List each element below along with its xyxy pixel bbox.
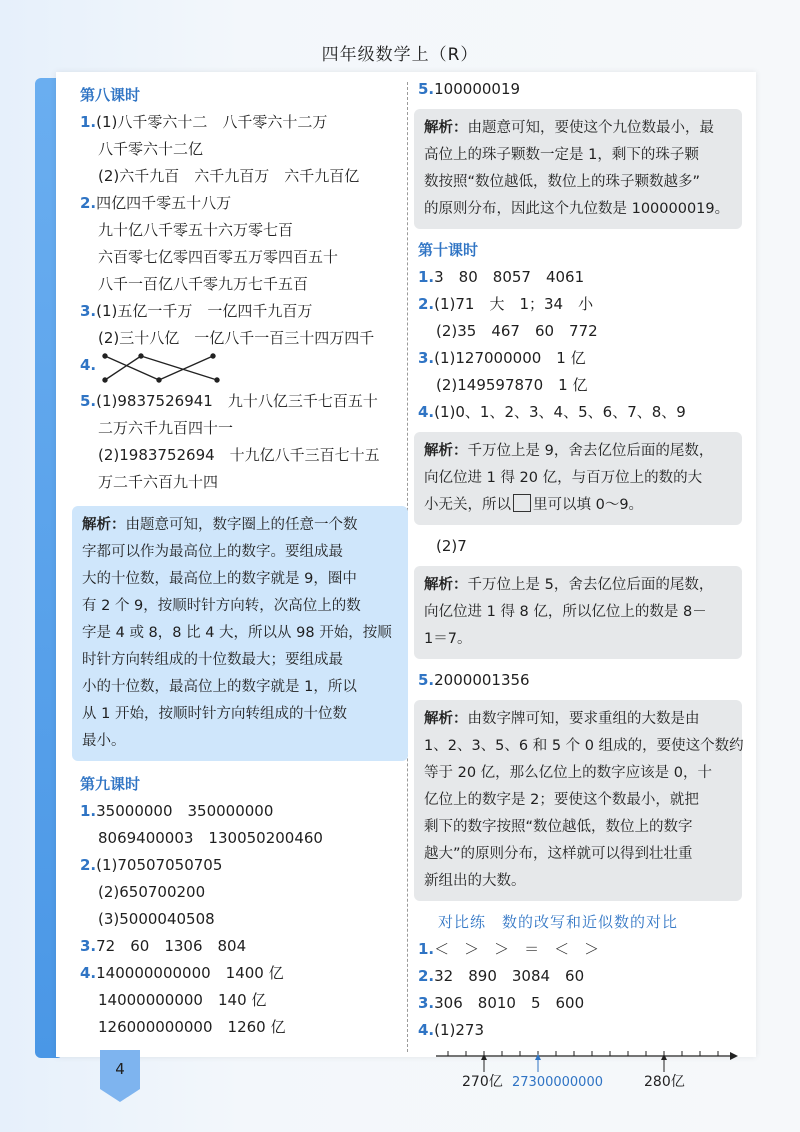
answer-text: (1)八千零六十二 八千零六十二万 <box>96 113 328 131</box>
analysis-text: 最小。 <box>82 733 126 749</box>
analysis-text: 由题意可知，数字圈上的任意一个数 <box>125 517 358 533</box>
matching-lines-diagram <box>101 350 221 384</box>
section-title-lesson-9: 第九课时 <box>80 775 141 793</box>
number-line-label-270: 270亿 <box>462 1074 503 1090</box>
analysis-box <box>414 109 742 229</box>
number-line-label-value: 27300000000 <box>512 1075 603 1090</box>
answer-text: 8069400003 130050200460 <box>98 829 323 847</box>
analysis-text: 里可以填 0～9。 <box>533 497 644 513</box>
answer-q2 <box>80 852 400 879</box>
answer-text: 万二千六百九十四 <box>98 473 219 491</box>
answer-q3 <box>80 298 400 325</box>
analysis-label: 解析： <box>82 517 126 533</box>
analysis-text: 向亿位进 1 得 8 亿，所以亿位上的数是 8－ <box>424 604 707 620</box>
analysis-label: 解析： <box>424 577 468 593</box>
answer-text: 140000000000 1400 亿 <box>96 964 284 982</box>
analysis-text: 等于 20 亿，那么亿位上的数字应该是 0，十 <box>424 765 713 781</box>
question-number: 3. <box>418 994 435 1012</box>
question-number: 5. <box>80 392 97 410</box>
analysis-text: 字都可以作为最高位上的数字。要组成最 <box>82 544 343 560</box>
question-number: 2. <box>80 856 97 874</box>
analysis-text: 越大”的原则分布，这样就可以得到壮壮重 <box>424 846 693 862</box>
answer-text: (2)149597870 1 亿 <box>436 376 588 394</box>
question-number: 2. <box>418 295 435 313</box>
question-number: 2. <box>418 967 435 985</box>
answer-text: (1)0、1、2、3、4、5、6、7、8、9 <box>434 403 686 421</box>
answer-text: ＜ ＞ ＞ ＝ ＜ ＞ <box>434 940 600 958</box>
question-number: 1. <box>418 268 435 286</box>
blank-box-icon <box>513 494 531 512</box>
answer-q2 <box>80 190 400 217</box>
analysis-text: 从 1 开始，按顺时针方向转组成的十位数 <box>82 706 347 722</box>
section-title-lesson-8: 第八课时 <box>80 86 141 104</box>
question-number: 3. <box>80 302 97 320</box>
answer-text: (1)127000000 1 亿 <box>434 349 586 367</box>
answer-q4 <box>418 399 738 426</box>
analysis-text: 由数字牌可知，要求重组的大数是由 <box>467 711 700 727</box>
answer-text: (1)71 大 1；34 小 <box>434 295 594 313</box>
answer-q3 <box>80 933 400 960</box>
question-number: 5. <box>418 80 435 98</box>
analysis-label: 解析： <box>424 120 468 136</box>
analysis-text: 向亿位进 1 得 20 亿，与百万位上的数的大 <box>424 470 703 486</box>
answer-text: (2)三十八亿 一亿八千一百三十四万四千 <box>98 329 375 347</box>
answer-q3 <box>418 345 738 372</box>
analysis-text: 千万位上是 9，舍去亿位后面的尾数， <box>467 443 714 459</box>
right-column <box>418 76 744 1092</box>
question-number: 1. <box>80 802 97 820</box>
answer-text: (2)7 <box>436 537 467 555</box>
question-number: 4. <box>80 356 97 374</box>
answer-text: 72 60 1306 804 <box>96 937 247 955</box>
answer-q5 <box>418 76 738 103</box>
analysis-label: 解析： <box>424 443 468 459</box>
answer-text: 100000019 <box>434 80 521 98</box>
left-column <box>80 82 400 1041</box>
analysis-box <box>414 432 742 525</box>
question-number: 4. <box>418 403 435 421</box>
number-line <box>418 1046 738 1092</box>
number-line-label-280: 280亿 <box>644 1074 685 1090</box>
analysis-text: 大的十位数，最高位上的数字就是 9，圈中 <box>82 571 357 587</box>
analysis-label: 解析： <box>424 711 468 727</box>
answer-text: 32 890 3084 60 <box>434 967 585 985</box>
analysis-text: 千万位上是 5，舍去亿位后面的尾数， <box>467 577 714 593</box>
analysis-text: 小无关，所以 <box>424 497 511 513</box>
section-title-lesson-10: 第十课时 <box>418 241 479 259</box>
answer-c2 <box>418 963 738 990</box>
page-header: 四年级数学上（R） <box>321 45 479 65</box>
analysis-box <box>414 566 742 659</box>
answer-text: 二万六千九百四十一 <box>98 419 234 437</box>
analysis-text: 由题意可知，要使这个九位数最小，最 <box>467 120 714 136</box>
answer-c4 <box>418 1017 738 1044</box>
answer-q5 <box>80 388 400 415</box>
question-number: 5. <box>418 671 435 689</box>
answer-text: (1)9837526941 九十八亿三千七百五十 <box>96 392 378 410</box>
answer-text: 126000000000 1260 亿 <box>98 1018 286 1036</box>
answer-text: 3 80 8057 4061 <box>434 268 585 286</box>
analysis-text: 1、2、3、5、6 和 5 个 0 组成的，要使这个数约 <box>424 738 744 754</box>
answer-c3 <box>418 990 738 1017</box>
answer-q5 <box>418 667 738 694</box>
answer-text: (1)70507050705 <box>96 856 223 874</box>
analysis-text: 时针方向转组成的十位数最大；要组成最 <box>82 652 343 668</box>
analysis-text: 剩下的数字按照“数位越低，数位上的数字 <box>424 819 693 835</box>
question-number: 3. <box>80 937 97 955</box>
answer-q1 <box>80 798 400 825</box>
answer-q2 <box>418 291 738 318</box>
question-number: 2. <box>80 194 97 212</box>
analysis-text: 1＝7。 <box>424 631 472 647</box>
answer-q1 <box>80 109 400 136</box>
analysis-text: 的原则分布，因此这个九位数是 100000019。 <box>424 201 730 217</box>
answer-text: (3)5000040508 <box>98 910 215 928</box>
answer-c1 <box>418 936 738 963</box>
contrast-exercise-title: 对比练 数的改写和近似数的对比 <box>438 913 679 931</box>
answer-text: 四亿四千零五十八万 <box>96 194 232 212</box>
answer-text: 八千一百亿八千零九万七千五百 <box>98 275 309 293</box>
answer-text: 306 8010 5 600 <box>434 994 585 1012</box>
analysis-text: 字是 4 或 8，8 比 4 大，所以从 98 开始，按顺 <box>82 625 392 641</box>
answer-text: (2)六千九百 六千九百万 六千九百亿 <box>98 167 360 185</box>
question-number: 3. <box>418 349 435 367</box>
analysis-text: 新组出的大数。 <box>424 873 526 889</box>
answer-text: 九十亿八千零五十六万零七百 <box>98 221 294 239</box>
analysis-box <box>72 506 408 761</box>
answer-text: 2000001356 <box>434 671 530 689</box>
answer-text: 35000000 350000000 <box>96 802 274 820</box>
analysis-text: 有 2 个 9，按顺时针方向转，次高位上的数 <box>82 598 361 614</box>
answer-q4 <box>80 960 400 987</box>
answer-text: (2)650700200 <box>98 883 206 901</box>
answer-q1 <box>418 264 738 291</box>
analysis-text: 小的十位数，最高位上的数字就是 1，所以 <box>82 679 357 695</box>
analysis-text: 高位上的珠子颗数一定是 1，剩下的珠子颗 <box>424 147 699 163</box>
answer-text: 14000000000 140 亿 <box>98 991 267 1009</box>
question-number: 1. <box>80 113 97 131</box>
answer-text: 八千零六十二亿 <box>98 140 204 158</box>
question-number: 4. <box>418 1021 435 1039</box>
page-number: 4 <box>115 1060 125 1078</box>
question-number: 4. <box>80 964 97 982</box>
answer-text: (1)273 <box>434 1021 485 1039</box>
analysis-box <box>414 700 742 901</box>
answer-text: (2)1983752694 十九亿八千三百七十五 <box>98 446 380 464</box>
answer-text: 六百零七亿零四百零五万零四百五十 <box>98 248 339 266</box>
analysis-text: 亿位上的数字是 2；要使这个数最小，就把 <box>424 792 699 808</box>
question-number: 1. <box>418 940 435 958</box>
answer-text: (2)35 467 60 772 <box>436 322 598 340</box>
answer-q4 <box>80 352 400 388</box>
analysis-text: 数按照“数位越低，数位上的珠子颗数越多” <box>424 174 701 190</box>
answer-text: (1)五亿一千万 一亿四千九百万 <box>96 302 313 320</box>
